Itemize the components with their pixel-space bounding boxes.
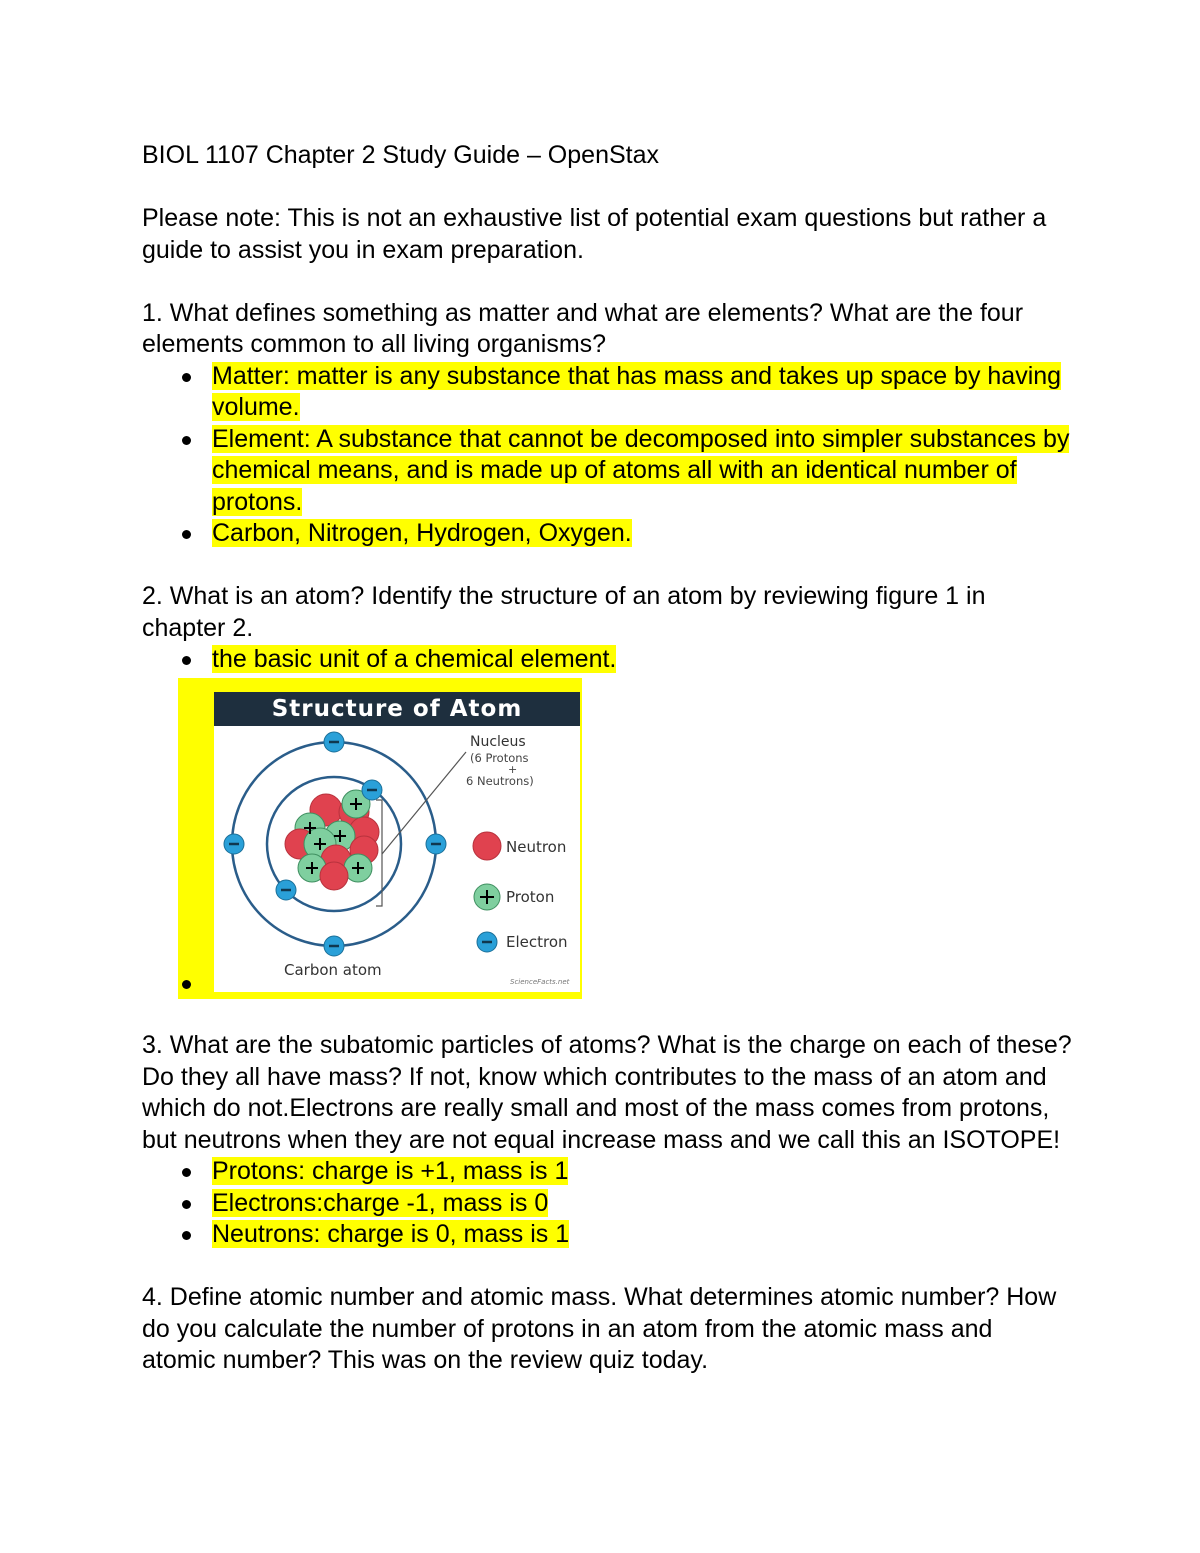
answer-text: Neutrons: charge is 0, mass is 1 <box>212 1220 570 1248</box>
atom-diagram <box>214 726 580 992</box>
answer-text: Protons: charge is +1, mass is 1 <box>212 1157 569 1185</box>
question-4: 4. Define atomic number and atomic mass. What determines atomic number? How do you calculate the number of protons in an atom from the atomic mass and atomic number? This was on the review quiz today. <box>142 1283 1057 1374</box>
list-item <box>178 644 1072 676</box>
legend-electron: Electron <box>506 932 568 951</box>
list-item <box>178 1188 1072 1220</box>
nucleus-label: Nucleus <box>470 733 526 750</box>
answer-list-3 <box>142 1156 1072 1251</box>
neutron-legend-icon <box>473 832 501 860</box>
answer-text: Carbon, Nitrogen, Hydrogen, Oxygen. <box>212 519 632 547</box>
list-item <box>178 424 1072 519</box>
legend-proton: Proton <box>506 887 555 906</box>
list-item <box>178 1156 1072 1188</box>
question-2: 2. What is an atom? Identify the structure of an atom by reviewing figure 1 in chapter 2. <box>142 582 986 642</box>
nucleus-detail-plus: + <box>508 762 518 776</box>
question-1: 1. What defines something as matter and what are elements? What are the four elements common to all living organisms? <box>142 298 1024 358</box>
nucleus-detail-2: 6 Neutrons) <box>466 773 534 788</box>
nucleus <box>285 790 379 890</box>
answer-text: the basic unit of a chemical element. <box>212 645 617 673</box>
list-item <box>178 518 1072 550</box>
figure-watermark: ScienceFacts.net <box>510 977 570 986</box>
list-item <box>178 361 1072 424</box>
document-page <box>142 140 1072 1377</box>
legend-neutron: Neutron <box>506 837 567 856</box>
answer-list-2 <box>142 644 1072 999</box>
list-item <box>178 1219 1072 1251</box>
answer-text: Element: A substance that cannot be decomposed into simpler substances by chemical means, and is made up of atoms all with an identical number of protons. <box>212 424 1070 516</box>
figure-list-item <box>178 676 1072 999</box>
atom-structure-figure <box>214 692 580 992</box>
answer-list-1 <box>142 361 1072 550</box>
question-3: 3. What are the subatomic particles of atoms? What is the charge on each of these? Do they all have mass? If not, know which contributes to the mass of an atom and which do not.Electrons are really small and most of the mass comes from protons, but neutrons when they are not equal increase mass and we call this an ISOTOPE! <box>142 1031 1072 1154</box>
answer-text: Electrons:charge -1, mass is 0 <box>212 1188 549 1217</box>
nucleus-pointer <box>382 752 466 854</box>
note-paragraph: Please note: This is not an exhaustive list of potential exam questions but rather a guide to assist you in exam preparation. <box>142 204 1047 264</box>
document-title: BIOL 1107 Chapter 2 Study Guide – OpenStax <box>142 141 659 169</box>
nucleus-detail-1: (6 Protons <box>470 750 529 765</box>
figure-banner: Structure of Atom <box>214 692 580 726</box>
figure-caption: Carbon atom <box>284 960 382 979</box>
answer-text: Matter: matter is any substance that has mass and takes up space by having volume. <box>212 361 1062 421</box>
